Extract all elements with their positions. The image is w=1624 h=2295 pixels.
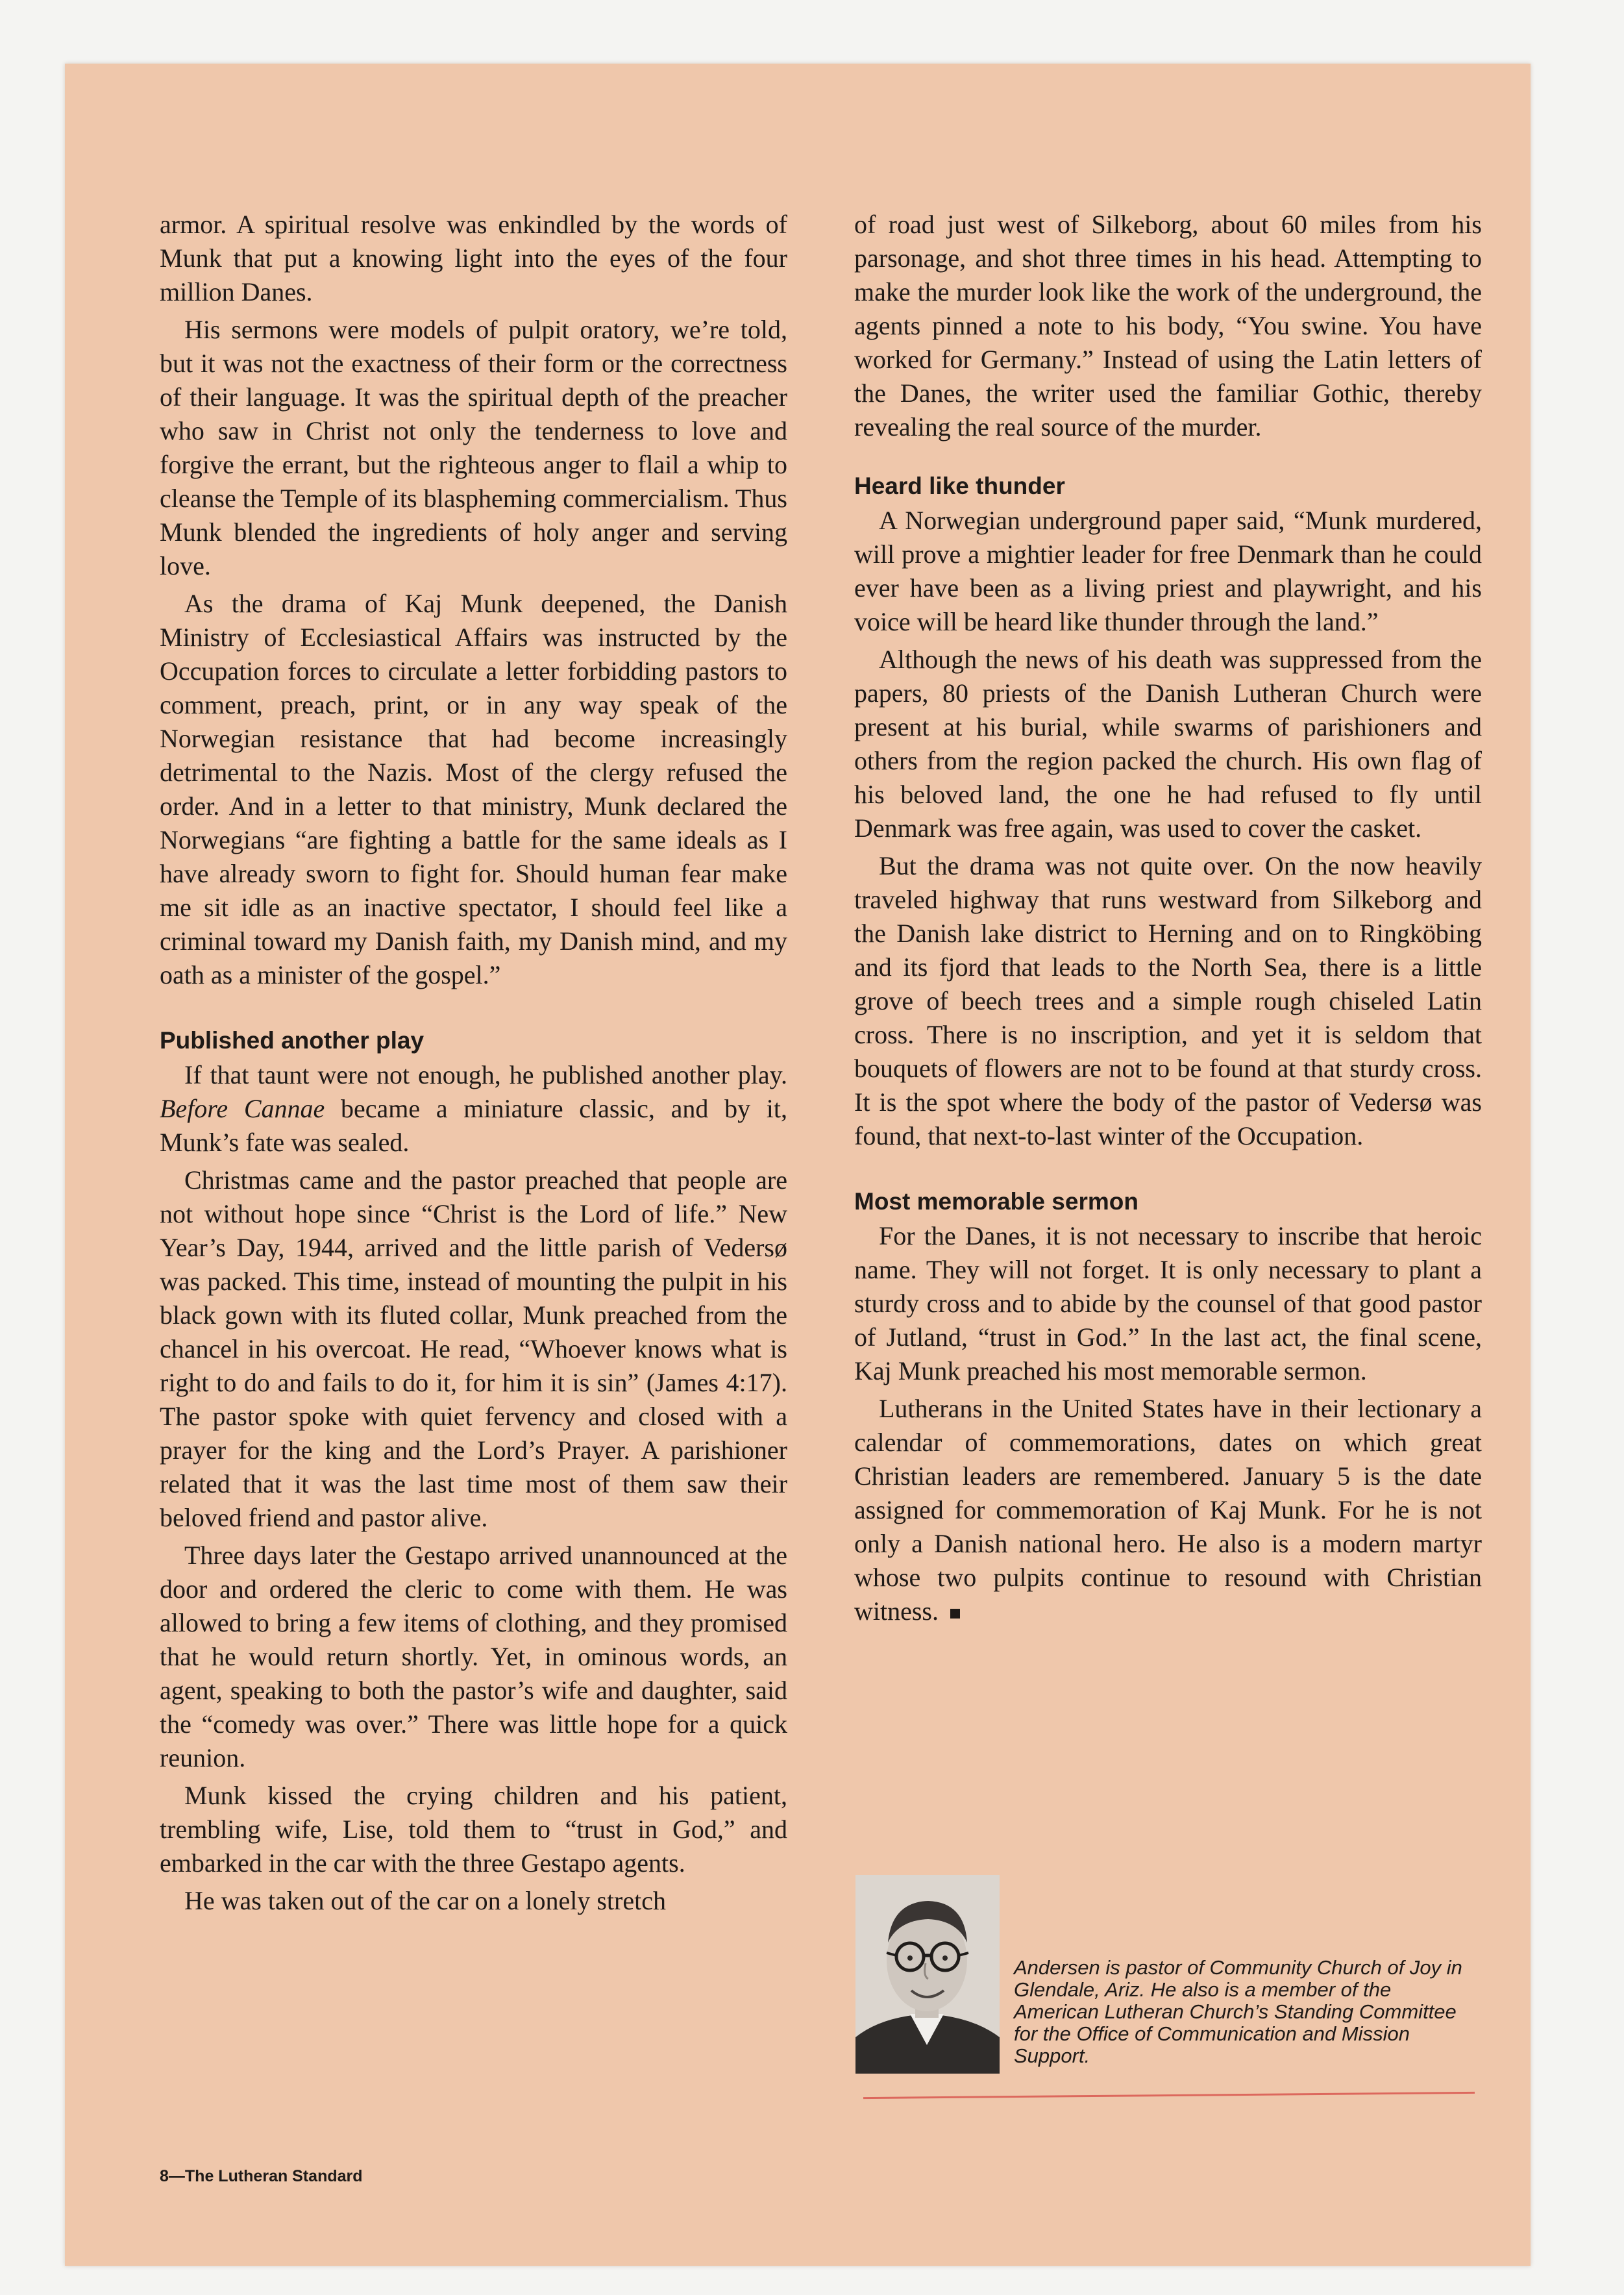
text-run: If that taunt were not enough, he published another play. [184, 1060, 787, 1089]
text-run: became a miniature classic, and by it, Munk’s fate was sealed. [160, 1094, 787, 1157]
paragraph [160, 1058, 787, 1160]
paragraph: A Norwegian underground paper said, “Munk murdered, will prove a mightier leader for free Denmark than he could ever have been as a living priest and playwright, and his voice will be heard like thunder through the land.” [854, 506, 1482, 636]
author-portrait-image [855, 1875, 1000, 2074]
paragraph [854, 1392, 1482, 1628]
paragraph: armor. A spiritual resolve was enkindled by the words of Munk that put a knowing light into the eyes of the four million Danes. [160, 210, 787, 306]
paragraph: Three days later the Gestapo arrived unannounced at the door and ordered the cleric to come with them. He was allowed to bring a few items of clothing, and they promised that he would return shortly. Yet, in ominous words, an agent, speaking to both the pastor’s wife and daughter, said the “comedy was over.” There was little hope for a quick reunion. [160, 1541, 787, 1772]
section-heading: Heard like thunder [854, 473, 1065, 499]
paragraph: Munk kissed the crying children and his patient, trembling wife, Lise, told them to “trust in God,” and embarked in the car with the three Gestapo agents. [160, 1781, 787, 1878]
paragraph: of road just west of Silkeborg, about 60 miles from his parsonage, and shot three times in his head. Attempting to make the murder look like the work of the underground, the agents pinned a note to his body, “You swine. You have worked for Germany.” Instead of using the Latin letters of the Danes, the writer used the familiar Gothic, thereby revealing the real source of the murder. [854, 210, 1482, 441]
section-heading: Published another play [160, 1027, 424, 1054]
paragraph: He was taken out of the car on a lonely stretch [184, 1886, 666, 1915]
author-photo [855, 1875, 1000, 2074]
right-column [854, 208, 1482, 1632]
end-of-article-mark [950, 1609, 960, 1619]
paragraph: But the drama was not quite over. On the now heavily traveled highway that runs westward from Silkeborg and the Danish lake district to Herning and on to Ringköbing and its fjord that leads to the North Sea, there is a little grove of beech trees and a simple rough chiseled Latin cross. There is no inscription, and yet it is seldom that bouquets of flowers are not to be found at that sturdy cross. It is the spot where the body of the pastor of Vedersø was found, that next-to-last winter of the Occupation. [854, 851, 1482, 1150]
paragraph: As the drama of Kaj Munk deepened, the Danish Ministry of Ecclesiastical Affairs was instructed by the Occupation forces to circulate a letter forbidding pastors to comment, preach, print, or in any way speak of the Norwegian resistance that had become increasingly detrimental to the Nazis. Most of the clergy refused the order. And in a letter to that ministry, Munk declared the Norwegians “are fighting a battle for the same ideals as I have already sworn to fight for. Should human fear make me sit idle as an inactive spectator, I should feel like a criminal toward my Danish faith, my Danish mind, and my oath as a minister of the gospel.” [160, 589, 787, 989]
paragraph: Although the news of his death was suppressed from the papers, 80 priests of the Danish Lutheran Church were present at his burial, while swarms of parishioners and others from the region packed the church. His own flag of his beloved land, the one he had refused to fly until Denmark was free again, was used to cover the casket. [854, 645, 1482, 843]
author-bio: Andersen is pastor of Community Church of Joy in Glendale, Ariz. He also is a member of the American Lutheran Church’s Standing Committee for the Office of Communication and Mission Support. [1014, 1956, 1462, 2067]
paragraph: His sermons were models of pulpit oratory, we’re told, but it was not the exactness of their form or the correctness of their language. It was the spiritual depth of the preacher who saw in Christ not only the tenderness to love and forgive the errant, but the righteous anger to flail a whip to cleanse the Temple of its blaspheming commercialism. Thus Munk blended the ingredients of holy anger and serving love. [160, 315, 787, 580]
magazine-page [65, 64, 1531, 2266]
left-column [160, 208, 787, 1922]
pen-underline [863, 2092, 1475, 2099]
play-title: Before Cannae [160, 1094, 325, 1123]
paragraph: For the Danes, it is not necessary to inscribe that heroic name. They will not forget. It is only necessary to plant a sturdy cross and to abide by the counsel of that good pastor of Jutland, “trust in God.” In the last act, the final scene, Kaj Munk preached his most memorable sermon. [854, 1221, 1482, 1385]
section-heading: Most memorable sermon [854, 1188, 1138, 1215]
author-box [855, 1875, 1476, 2089]
paragraph: Christmas came and the pastor preached that people are not without hope since “Christ is the Lord of life.” New Year’s Day, 1944, arrived and the little parish of Vedersø was packed. This time, instead of mounting the pulpit in his black gown with its fluted collar, Munk preached from the chancel in his overcoat. He read, “Whoever knows what is right to do and fails to do it, for him it is sin” (James 4:17). The pastor spoke with quiet fervency and closed with a prayer for the king and the Lord’s Prayer. A parishioner related that it was the last time most of them saw their beloved friend and pastor alive. [160, 1165, 787, 1532]
page-footer: 8—The Lutheran Standard [160, 2167, 363, 2185]
text-run: Lutherans in the United States have in their lectionary a calendar of commemorations, dates on which great Christian leaders are remembered. January 5 is the date assigned for commemoration of Kaj Munk. For he is not only a Danish national hero. He also is a modern martyr whose two pulpits continue to resound with Christian witness. [854, 1394, 1482, 1626]
